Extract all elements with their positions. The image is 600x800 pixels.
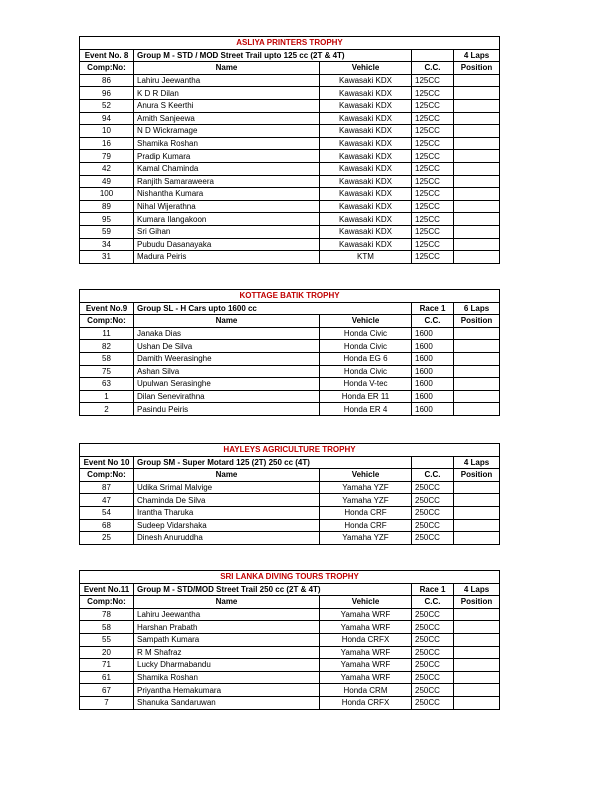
vehicle-name: Kawasaki KDX <box>320 150 412 163</box>
vehicle-name: Kawasaki KDX <box>320 112 412 125</box>
header-cc: C.C. <box>412 596 454 609</box>
laps-label: 4 Laps <box>454 456 500 469</box>
finish-position <box>454 225 500 238</box>
vehicle-name: Kawasaki KDX <box>320 188 412 201</box>
comp-number: 7 <box>80 696 134 709</box>
finish-position <box>454 125 500 138</box>
vehicle-name: Yamaha WRF <box>320 659 412 672</box>
header-comp-no: Comp:No: <box>80 62 134 75</box>
comp-number: 1 <box>80 390 134 403</box>
table-row <box>80 162 500 175</box>
driver-name: Lahiru Jeewantha <box>134 608 320 621</box>
driver-name: Lahiru Jeewantha <box>134 74 320 87</box>
comp-number: 58 <box>80 352 134 365</box>
engine-cc: 250CC <box>412 696 454 709</box>
table-row <box>80 238 500 251</box>
finish-position <box>454 162 500 175</box>
engine-cc: 250CC <box>412 506 454 519</box>
driver-name: Madura Peiris <box>134 251 320 264</box>
engine-cc: 1600 <box>412 378 454 391</box>
header-name: Name <box>134 62 320 75</box>
finish-position <box>454 99 500 112</box>
header-cc: C.C. <box>412 62 454 75</box>
engine-cc: 250CC <box>412 494 454 507</box>
engine-cc: 125CC <box>412 175 454 188</box>
header-row <box>80 596 500 609</box>
event-rows <box>80 608 500 709</box>
driver-name: Amith Sanjeewa <box>134 112 320 125</box>
header-name: Name <box>134 469 320 482</box>
vehicle-name: Kawasaki KDX <box>320 175 412 188</box>
comp-number: 31 <box>80 251 134 264</box>
comp-number: 11 <box>80 327 134 340</box>
driver-name: N D Wickramage <box>134 125 320 138</box>
driver-name: Chaminda De Silva <box>134 494 320 507</box>
finish-position <box>454 352 500 365</box>
vehicle-name: Kawasaki KDX <box>320 162 412 175</box>
finish-position <box>454 87 500 100</box>
vehicle-name: Kawasaki KDX <box>320 125 412 138</box>
engine-cc: 125CC <box>412 87 454 100</box>
comp-number: 78 <box>80 608 134 621</box>
comp-number: 68 <box>80 519 134 532</box>
vehicle-name: Honda ER 11 <box>320 390 412 403</box>
comp-number: 25 <box>80 532 134 545</box>
trophy-title: KOTTAGE BATIK TROPHY <box>80 290 500 303</box>
finish-position <box>454 494 500 507</box>
comp-number: 16 <box>80 137 134 150</box>
comp-number: 58 <box>80 621 134 634</box>
comp-number: 49 <box>80 175 134 188</box>
trophy-title: ASLIYA PRINTERS TROPHY <box>80 37 500 50</box>
engine-cc: 250CC <box>412 633 454 646</box>
table-row <box>80 494 500 507</box>
driver-name: Kumara Ilangakoon <box>134 213 320 226</box>
header-comp-no: Comp:No: <box>80 315 134 328</box>
comp-number: 52 <box>80 99 134 112</box>
vehicle-name: Kawasaki KDX <box>320 238 412 251</box>
vehicle-name: Honda CRM <box>320 684 412 697</box>
vehicle-name: Kawasaki KDX <box>320 74 412 87</box>
driver-name: Dinesh Anuruddha <box>134 532 320 545</box>
table-row <box>80 87 500 100</box>
comp-number: 94 <box>80 112 134 125</box>
driver-name: Sri Gihan <box>134 225 320 238</box>
driver-name: Pasindu Peiris <box>134 403 320 416</box>
engine-cc: 125CC <box>412 238 454 251</box>
table-row <box>80 327 500 340</box>
header-row <box>80 469 500 482</box>
vehicle-name: Kawasaki KDX <box>320 200 412 213</box>
table-row <box>80 481 500 494</box>
driver-name: Anura S Keerthi <box>134 99 320 112</box>
table-row <box>80 200 500 213</box>
engine-cc: 250CC <box>412 646 454 659</box>
driver-name: Ashan Silva <box>134 365 320 378</box>
engine-cc: 250CC <box>412 481 454 494</box>
event-row <box>80 583 500 596</box>
trophy-row <box>80 37 500 50</box>
header-row <box>80 62 500 75</box>
vehicle-name: Kawasaki KDX <box>320 225 412 238</box>
header-position: Position <box>454 596 500 609</box>
event-row <box>80 456 500 469</box>
header-cc: C.C. <box>412 315 454 328</box>
event-table-10 <box>79 443 500 545</box>
finish-position <box>454 213 500 226</box>
vehicle-name: Honda CRF <box>320 506 412 519</box>
vehicle-name: Kawasaki KDX <box>320 137 412 150</box>
engine-cc: 125CC <box>412 112 454 125</box>
engine-cc: 250CC <box>412 671 454 684</box>
finish-position <box>454 150 500 163</box>
engine-cc: 1600 <box>412 403 454 416</box>
comp-number: 100 <box>80 188 134 201</box>
driver-name: Nihal Wijerathna <box>134 200 320 213</box>
vehicle-name: Yamaha WRF <box>320 646 412 659</box>
table-row <box>80 99 500 112</box>
vehicle-name: Honda V-tec <box>320 378 412 391</box>
table-row <box>80 671 500 684</box>
finish-position <box>454 532 500 545</box>
comp-number: 89 <box>80 200 134 213</box>
table-row <box>80 352 500 365</box>
event-row <box>80 49 500 62</box>
event-table-11 <box>79 570 500 710</box>
event-number: Event No. 8 <box>80 49 134 62</box>
finish-position <box>454 659 500 672</box>
table-row <box>80 365 500 378</box>
engine-cc: 250CC <box>412 684 454 697</box>
table-row <box>80 251 500 264</box>
race-label <box>412 456 454 469</box>
vehicle-name: Kawasaki KDX <box>320 87 412 100</box>
header-row <box>80 315 500 328</box>
header-vehicle: Vehicle <box>320 315 412 328</box>
header-position: Position <box>454 315 500 328</box>
driver-name: Harshan Prabath <box>134 621 320 634</box>
driver-name: Kamal Chaminda <box>134 162 320 175</box>
finish-position <box>454 238 500 251</box>
driver-name: Sudeep Vidarshaka <box>134 519 320 532</box>
engine-cc: 1600 <box>412 352 454 365</box>
table-row <box>80 340 500 353</box>
vehicle-name: Honda Civic <box>320 327 412 340</box>
header-comp-no: Comp:No: <box>80 596 134 609</box>
comp-number: 63 <box>80 378 134 391</box>
driver-name: Damith Weerasinghe <box>134 352 320 365</box>
table-row <box>80 213 500 226</box>
table-row <box>80 608 500 621</box>
laps-label: 4 Laps <box>454 583 500 596</box>
driver-name: Lucky Dharmabandu <box>134 659 320 672</box>
finish-position <box>454 390 500 403</box>
finish-position <box>454 200 500 213</box>
comp-number: 42 <box>80 162 134 175</box>
table-row <box>80 150 500 163</box>
engine-cc: 125CC <box>412 137 454 150</box>
vehicle-name: Yamaha YZF <box>320 494 412 507</box>
vehicle-name: Yamaha YZF <box>320 481 412 494</box>
engine-cc: 125CC <box>412 225 454 238</box>
table-row <box>80 125 500 138</box>
vehicle-name: Honda CRFX <box>320 696 412 709</box>
vehicle-name: Yamaha WRF <box>320 621 412 634</box>
comp-number: 20 <box>80 646 134 659</box>
finish-position <box>454 112 500 125</box>
driver-name: Shamika Roshan <box>134 671 320 684</box>
header-name: Name <box>134 315 320 328</box>
vehicle-name: Honda Civic <box>320 365 412 378</box>
header-position: Position <box>454 469 500 482</box>
vehicle-name: Honda ER 4 <box>320 403 412 416</box>
finish-position <box>454 481 500 494</box>
comp-number: 2 <box>80 403 134 416</box>
vehicle-name: Yamaha WRF <box>320 608 412 621</box>
table-row <box>80 390 500 403</box>
table-row <box>80 188 500 201</box>
event-group: Group SL - H Cars upto 1600 cc <box>134 302 412 315</box>
engine-cc: 125CC <box>412 74 454 87</box>
driver-name: Janaka Dias <box>134 327 320 340</box>
engine-cc: 125CC <box>412 162 454 175</box>
event-group: Group SM - Super Motard 125 (2T) 250 cc (4T) <box>134 456 412 469</box>
event-rows <box>80 481 500 544</box>
engine-cc: 1600 <box>412 340 454 353</box>
driver-name: K D R Dilan <box>134 87 320 100</box>
driver-name: Irantha Tharuka <box>134 506 320 519</box>
table-row <box>80 225 500 238</box>
table-row <box>80 175 500 188</box>
driver-name: Upulwan Serasinghe <box>134 378 320 391</box>
driver-name: Nishantha Kumara <box>134 188 320 201</box>
engine-cc: 125CC <box>412 213 454 226</box>
engine-cc: 125CC <box>412 188 454 201</box>
table-row <box>80 659 500 672</box>
comp-number: 67 <box>80 684 134 697</box>
vehicle-name: Honda Civic <box>320 340 412 353</box>
finish-position <box>454 327 500 340</box>
vehicle-name: Yamaha WRF <box>320 671 412 684</box>
event-table-8 <box>79 36 500 264</box>
vehicle-name: Honda CRF <box>320 519 412 532</box>
engine-cc: 125CC <box>412 150 454 163</box>
comp-number: 61 <box>80 671 134 684</box>
engine-cc: 250CC <box>412 608 454 621</box>
engine-cc: 250CC <box>412 519 454 532</box>
table-row <box>80 696 500 709</box>
table-row <box>80 633 500 646</box>
finish-position <box>454 646 500 659</box>
trophy-row <box>80 571 500 584</box>
vehicle-name: Kawasaki KDX <box>320 213 412 226</box>
table-row <box>80 74 500 87</box>
finish-position <box>454 519 500 532</box>
driver-name: Shamika Roshan <box>134 137 320 150</box>
engine-cc: 125CC <box>412 125 454 138</box>
finish-position <box>454 340 500 353</box>
engine-cc: 125CC <box>412 251 454 264</box>
vehicle-name: Honda CRFX <box>320 633 412 646</box>
comp-number: 59 <box>80 225 134 238</box>
driver-name: Pubudu Dasanayaka <box>134 238 320 251</box>
finish-position <box>454 137 500 150</box>
finish-position <box>454 365 500 378</box>
driver-name: Dilan Senevirathna <box>134 390 320 403</box>
table-row <box>80 506 500 519</box>
vehicle-name: Kawasaki KDX <box>320 99 412 112</box>
engine-cc: 250CC <box>412 532 454 545</box>
laps-label: 4 Laps <box>454 49 500 62</box>
comp-number: 79 <box>80 150 134 163</box>
vehicle-name: Yamaha YZF <box>320 532 412 545</box>
finish-position <box>454 188 500 201</box>
table-row <box>80 112 500 125</box>
driver-name: R M Shafraz <box>134 646 320 659</box>
table-row <box>80 403 500 416</box>
event-row <box>80 302 500 315</box>
vehicle-name: KTM <box>320 251 412 264</box>
finish-position <box>454 251 500 264</box>
event-number: Event No 10 <box>80 456 134 469</box>
trophy-row <box>80 444 500 457</box>
comp-number: 47 <box>80 494 134 507</box>
driver-name: Priyantha Hemakumara <box>134 684 320 697</box>
comp-number: 86 <box>80 74 134 87</box>
vehicle-name: Honda EG 6 <box>320 352 412 365</box>
driver-name: Udika Srimal Malvige <box>134 481 320 494</box>
race-label <box>412 49 454 62</box>
header-comp-no: Comp:No: <box>80 469 134 482</box>
finish-position <box>454 671 500 684</box>
finish-position <box>454 74 500 87</box>
header-vehicle: Vehicle <box>320 469 412 482</box>
driver-name: Shanuka Sandaruwan <box>134 696 320 709</box>
comp-number: 34 <box>80 238 134 251</box>
finish-position <box>454 684 500 697</box>
event-rows <box>80 327 500 415</box>
table-row <box>80 137 500 150</box>
engine-cc: 250CC <box>412 659 454 672</box>
finish-position <box>454 633 500 646</box>
engine-cc: 125CC <box>412 200 454 213</box>
comp-number: 55 <box>80 633 134 646</box>
header-vehicle: Vehicle <box>320 62 412 75</box>
comp-number: 71 <box>80 659 134 672</box>
finish-position <box>454 608 500 621</box>
event-number: Event No.11 <box>80 583 134 596</box>
header-vehicle: Vehicle <box>320 596 412 609</box>
event-group: Group M - STD / MOD Street Trail upto 125 cc (2T & 4T) <box>134 49 412 62</box>
comp-number: 82 <box>80 340 134 353</box>
driver-name: Ranjith Samaraweera <box>134 175 320 188</box>
header-cc: C.C. <box>412 469 454 482</box>
event-number: Event No.9 <box>80 302 134 315</box>
trophy-title: SRI LANKA DIVING TOURS TROPHY <box>80 571 500 584</box>
finish-position <box>454 696 500 709</box>
table-row <box>80 646 500 659</box>
engine-cc: 1600 <box>412 327 454 340</box>
comp-number: 95 <box>80 213 134 226</box>
header-position: Position <box>454 62 500 75</box>
table-row <box>80 378 500 391</box>
table-row <box>80 684 500 697</box>
driver-name: Ushan De Silva <box>134 340 320 353</box>
driver-name: Pradip Kumara <box>134 150 320 163</box>
event-rows <box>80 74 500 263</box>
race-label: Race 1 <box>412 583 454 596</box>
engine-cc: 125CC <box>412 99 454 112</box>
comp-number: 96 <box>80 87 134 100</box>
trophy-row <box>80 290 500 303</box>
driver-name: Sampath Kumara <box>134 633 320 646</box>
trophy-title: HAYLEYS AGRICULTURE TROPHY <box>80 444 500 457</box>
event-group: Group M - STD/MOD Street Trail 250 cc (2T & 4T) <box>134 583 412 596</box>
engine-cc: 1600 <box>412 390 454 403</box>
finish-position <box>454 378 500 391</box>
finish-position <box>454 506 500 519</box>
comp-number: 87 <box>80 481 134 494</box>
comp-number: 54 <box>80 506 134 519</box>
engine-cc: 1600 <box>412 365 454 378</box>
table-row <box>80 532 500 545</box>
comp-number: 10 <box>80 125 134 138</box>
header-name: Name <box>134 596 320 609</box>
table-row <box>80 519 500 532</box>
engine-cc: 250CC <box>412 621 454 634</box>
finish-position <box>454 403 500 416</box>
event-table-9 <box>79 289 500 416</box>
finish-position <box>454 621 500 634</box>
laps-label: 6 Laps <box>454 302 500 315</box>
race-label: Race 1 <box>412 302 454 315</box>
table-row <box>80 621 500 634</box>
comp-number: 75 <box>80 365 134 378</box>
finish-position <box>454 175 500 188</box>
